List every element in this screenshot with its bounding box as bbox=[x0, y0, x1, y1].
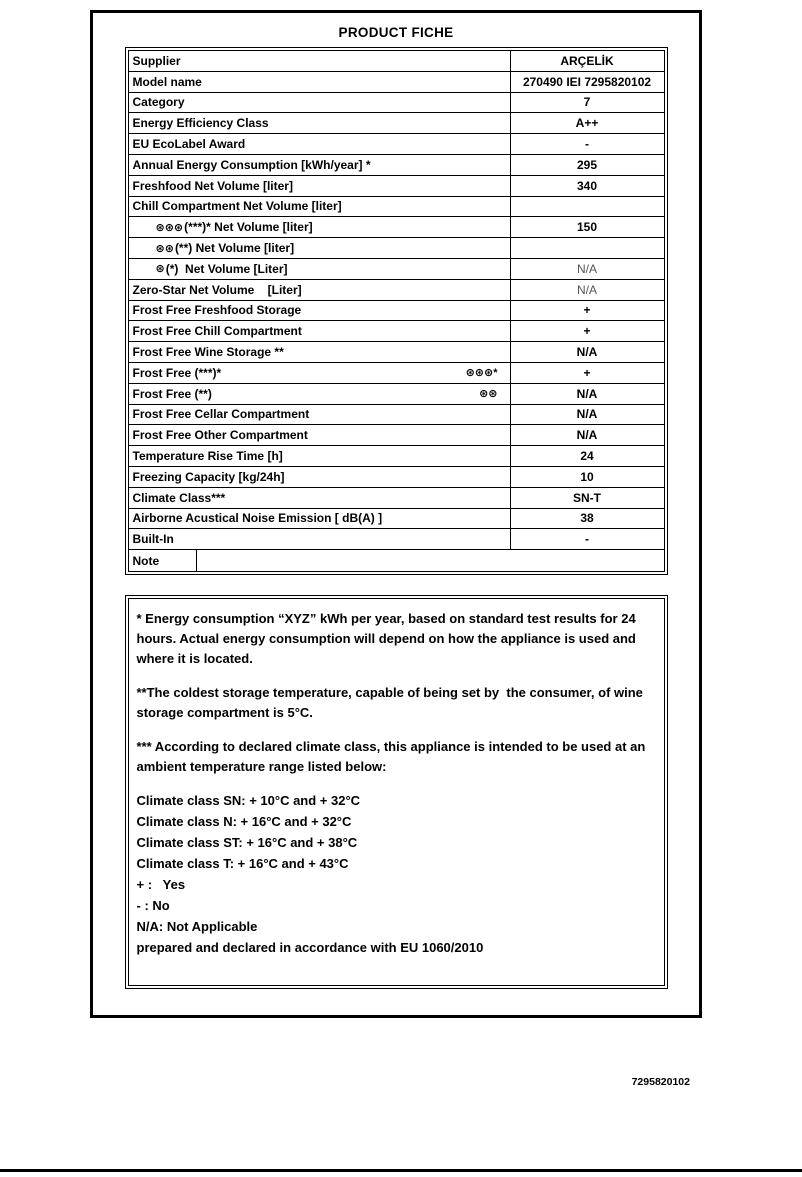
row-label-text: Airborne Acustical Noise Emission [ dB(A) ] bbox=[132, 511, 383, 526]
row-value: 10 bbox=[580, 469, 594, 484]
row-value: N/A bbox=[576, 407, 598, 422]
row-label-text: Energy Efficiency Class bbox=[132, 116, 269, 131]
table-row bbox=[129, 425, 664, 446]
table-row bbox=[129, 384, 664, 405]
row-label-text: Model name bbox=[132, 74, 202, 89]
row-value: ARÇELİK bbox=[560, 53, 614, 68]
row-label bbox=[129, 259, 511, 279]
row-value: + bbox=[583, 324, 591, 339]
row-label-text: Chill Compartment Net Volume [liter] bbox=[132, 199, 342, 214]
row-label-text: Climate Class*** bbox=[132, 490, 226, 505]
note-line: Climate class N: + 16°C and + 32°C bbox=[136, 813, 352, 829]
row-label-text: (*) Net Volume [Liter] bbox=[165, 261, 288, 276]
row-label-text: Freshfood Net Volume [liter] bbox=[132, 178, 293, 193]
row-value: - bbox=[585, 532, 589, 547]
table-row bbox=[129, 217, 664, 238]
note-row bbox=[129, 550, 664, 571]
row-label-text: Freezing Capacity [kg/24h] bbox=[132, 469, 285, 484]
row-value: + bbox=[583, 365, 591, 380]
row-value: 270490 IEI 7295820102 bbox=[522, 74, 652, 89]
row-label bbox=[129, 529, 511, 549]
note-line: N/A: Not Applicable bbox=[136, 918, 258, 934]
row-label-text: Frost Free Cellar Compartment bbox=[132, 407, 310, 422]
row-value: 295 bbox=[576, 157, 598, 172]
row-label-text: Frost Free (***)* bbox=[132, 365, 222, 380]
table-row bbox=[129, 301, 664, 322]
table-row bbox=[129, 405, 664, 426]
row-value: N/A bbox=[576, 345, 598, 360]
row-value: N/A bbox=[576, 282, 597, 297]
row-label-text: Supplier bbox=[132, 53, 181, 68]
table-row bbox=[129, 446, 664, 467]
row-label-text: Category bbox=[132, 95, 185, 110]
row-label bbox=[129, 72, 511, 92]
row-value: 24 bbox=[580, 449, 594, 464]
row-label-text: (***)* Net Volume [liter] bbox=[184, 220, 313, 235]
note-empty-cell bbox=[197, 550, 664, 571]
table-row bbox=[129, 509, 664, 530]
freezer-star-rating-icon: ⊛⊛⊛ bbox=[155, 221, 184, 234]
row-value: + bbox=[583, 303, 591, 318]
row-value: 340 bbox=[576, 178, 598, 193]
row-label bbox=[129, 509, 511, 529]
table-row bbox=[129, 134, 664, 155]
row-label-text: Temperature Rise Time [h] bbox=[132, 449, 283, 464]
row-value: N/A bbox=[576, 386, 598, 401]
page-title: PRODUCT FICHE bbox=[338, 25, 454, 40]
fiche-table-border bbox=[125, 47, 668, 575]
note-line: Climate class T: + 16°C and + 43°C bbox=[136, 855, 349, 871]
note-line: prepared and declared in accordance with EU 1060/2010 bbox=[136, 939, 484, 955]
row-value: A++ bbox=[575, 116, 599, 131]
row-value bbox=[511, 238, 664, 258]
row-value: SN-T bbox=[573, 490, 601, 505]
row-label-text: Frost Free Wine Storage ** bbox=[132, 345, 284, 360]
row-label bbox=[129, 197, 511, 217]
row-value: 7 bbox=[583, 95, 591, 110]
row-label bbox=[129, 384, 511, 404]
table-row bbox=[129, 321, 664, 342]
note-line: Climate class ST: + 16°C and + 38°C bbox=[136, 834, 358, 850]
row-label bbox=[129, 446, 511, 466]
table-row bbox=[129, 529, 664, 550]
table-row bbox=[129, 93, 664, 114]
freezer-star-rating-icon: ⊛ bbox=[155, 263, 165, 276]
table-row bbox=[129, 280, 664, 301]
row-label-text: Frost Free Other Compartment bbox=[132, 428, 308, 443]
row-label bbox=[129, 488, 511, 508]
row-label bbox=[129, 93, 511, 113]
row-label bbox=[129, 467, 511, 487]
row-label bbox=[129, 238, 511, 258]
row-label-text: (**) Net Volume [liter] bbox=[174, 241, 295, 256]
table-row bbox=[129, 176, 664, 197]
table-row bbox=[129, 197, 664, 218]
table-row bbox=[129, 72, 664, 93]
row-value: 38 bbox=[580, 511, 594, 526]
row-label bbox=[129, 280, 511, 300]
note-line: **The coldest storage temperature, capable of being set by the consumer, of wine storage compartment is 5°C. bbox=[136, 684, 647, 720]
row-label-text: EU EcoLabel Award bbox=[132, 137, 246, 152]
footer-code: 7295820102 bbox=[631, 1076, 690, 1088]
notes-box-border bbox=[125, 595, 668, 989]
row-label bbox=[129, 550, 197, 571]
note-gap bbox=[137, 778, 654, 791]
notes-content bbox=[128, 598, 665, 986]
row-label bbox=[129, 321, 511, 341]
row-label bbox=[129, 155, 511, 175]
table-row bbox=[129, 238, 664, 259]
table-row bbox=[129, 51, 664, 72]
row-value: N/A bbox=[576, 261, 597, 276]
table-row bbox=[129, 113, 664, 134]
note-line: - : No bbox=[136, 897, 170, 913]
row-label bbox=[129, 342, 511, 362]
freezer-star-rating-icon: ⊛⊛⊛* bbox=[465, 367, 498, 380]
table-row bbox=[129, 363, 664, 384]
table-row bbox=[129, 467, 664, 488]
document-frame bbox=[90, 10, 702, 1018]
row-value bbox=[511, 197, 664, 217]
table-row bbox=[129, 155, 664, 176]
row-label bbox=[129, 51, 511, 71]
row-label bbox=[129, 176, 511, 196]
row-label-text: Annual Energy Consumption [kWh/year] * bbox=[132, 157, 371, 172]
row-label bbox=[129, 113, 511, 133]
row-label bbox=[129, 301, 511, 321]
note-line: *** According to declared climate class, this appliance is intended to be used at an ambient temperature range listed below: bbox=[136, 738, 649, 774]
row-label bbox=[129, 134, 511, 154]
table-row bbox=[129, 342, 664, 363]
table-row bbox=[129, 259, 664, 280]
row-label bbox=[129, 363, 511, 383]
bottom-rule bbox=[0, 1169, 802, 1172]
row-label bbox=[129, 405, 511, 425]
table-row bbox=[129, 488, 664, 509]
row-label-text: Note bbox=[132, 553, 160, 568]
row-label-text: Frost Free Freshfood Storage bbox=[132, 303, 302, 318]
row-value: 150 bbox=[576, 220, 598, 235]
freezer-star-rating-icon: ⊛⊛ bbox=[479, 388, 498, 401]
note-line: * Energy consumption “XYZ” kWh per year, based on standard test results for 24 hours. Actual energy consumption will depend on how the appliance is used and where it is located. bbox=[136, 610, 640, 666]
note-gap bbox=[137, 670, 654, 683]
note-line: + : Yes bbox=[136, 876, 186, 892]
row-value: - bbox=[585, 137, 589, 152]
row-label bbox=[129, 217, 511, 237]
note-line: Climate class SN: + 10°C and + 32°C bbox=[136, 792, 361, 808]
row-label-text: Zero-Star Net Volume [Liter] bbox=[132, 282, 302, 297]
note-gap bbox=[137, 724, 654, 737]
fiche-table bbox=[128, 50, 665, 572]
row-label-text: Built-In bbox=[132, 532, 174, 547]
freezer-star-rating-icon: ⊛⊛ bbox=[155, 242, 174, 255]
row-label-text: Frost Free Chill Compartment bbox=[132, 324, 302, 339]
row-label-text: Frost Free (**) bbox=[132, 386, 212, 401]
row-value: N/A bbox=[576, 428, 598, 443]
row-label bbox=[129, 425, 511, 445]
